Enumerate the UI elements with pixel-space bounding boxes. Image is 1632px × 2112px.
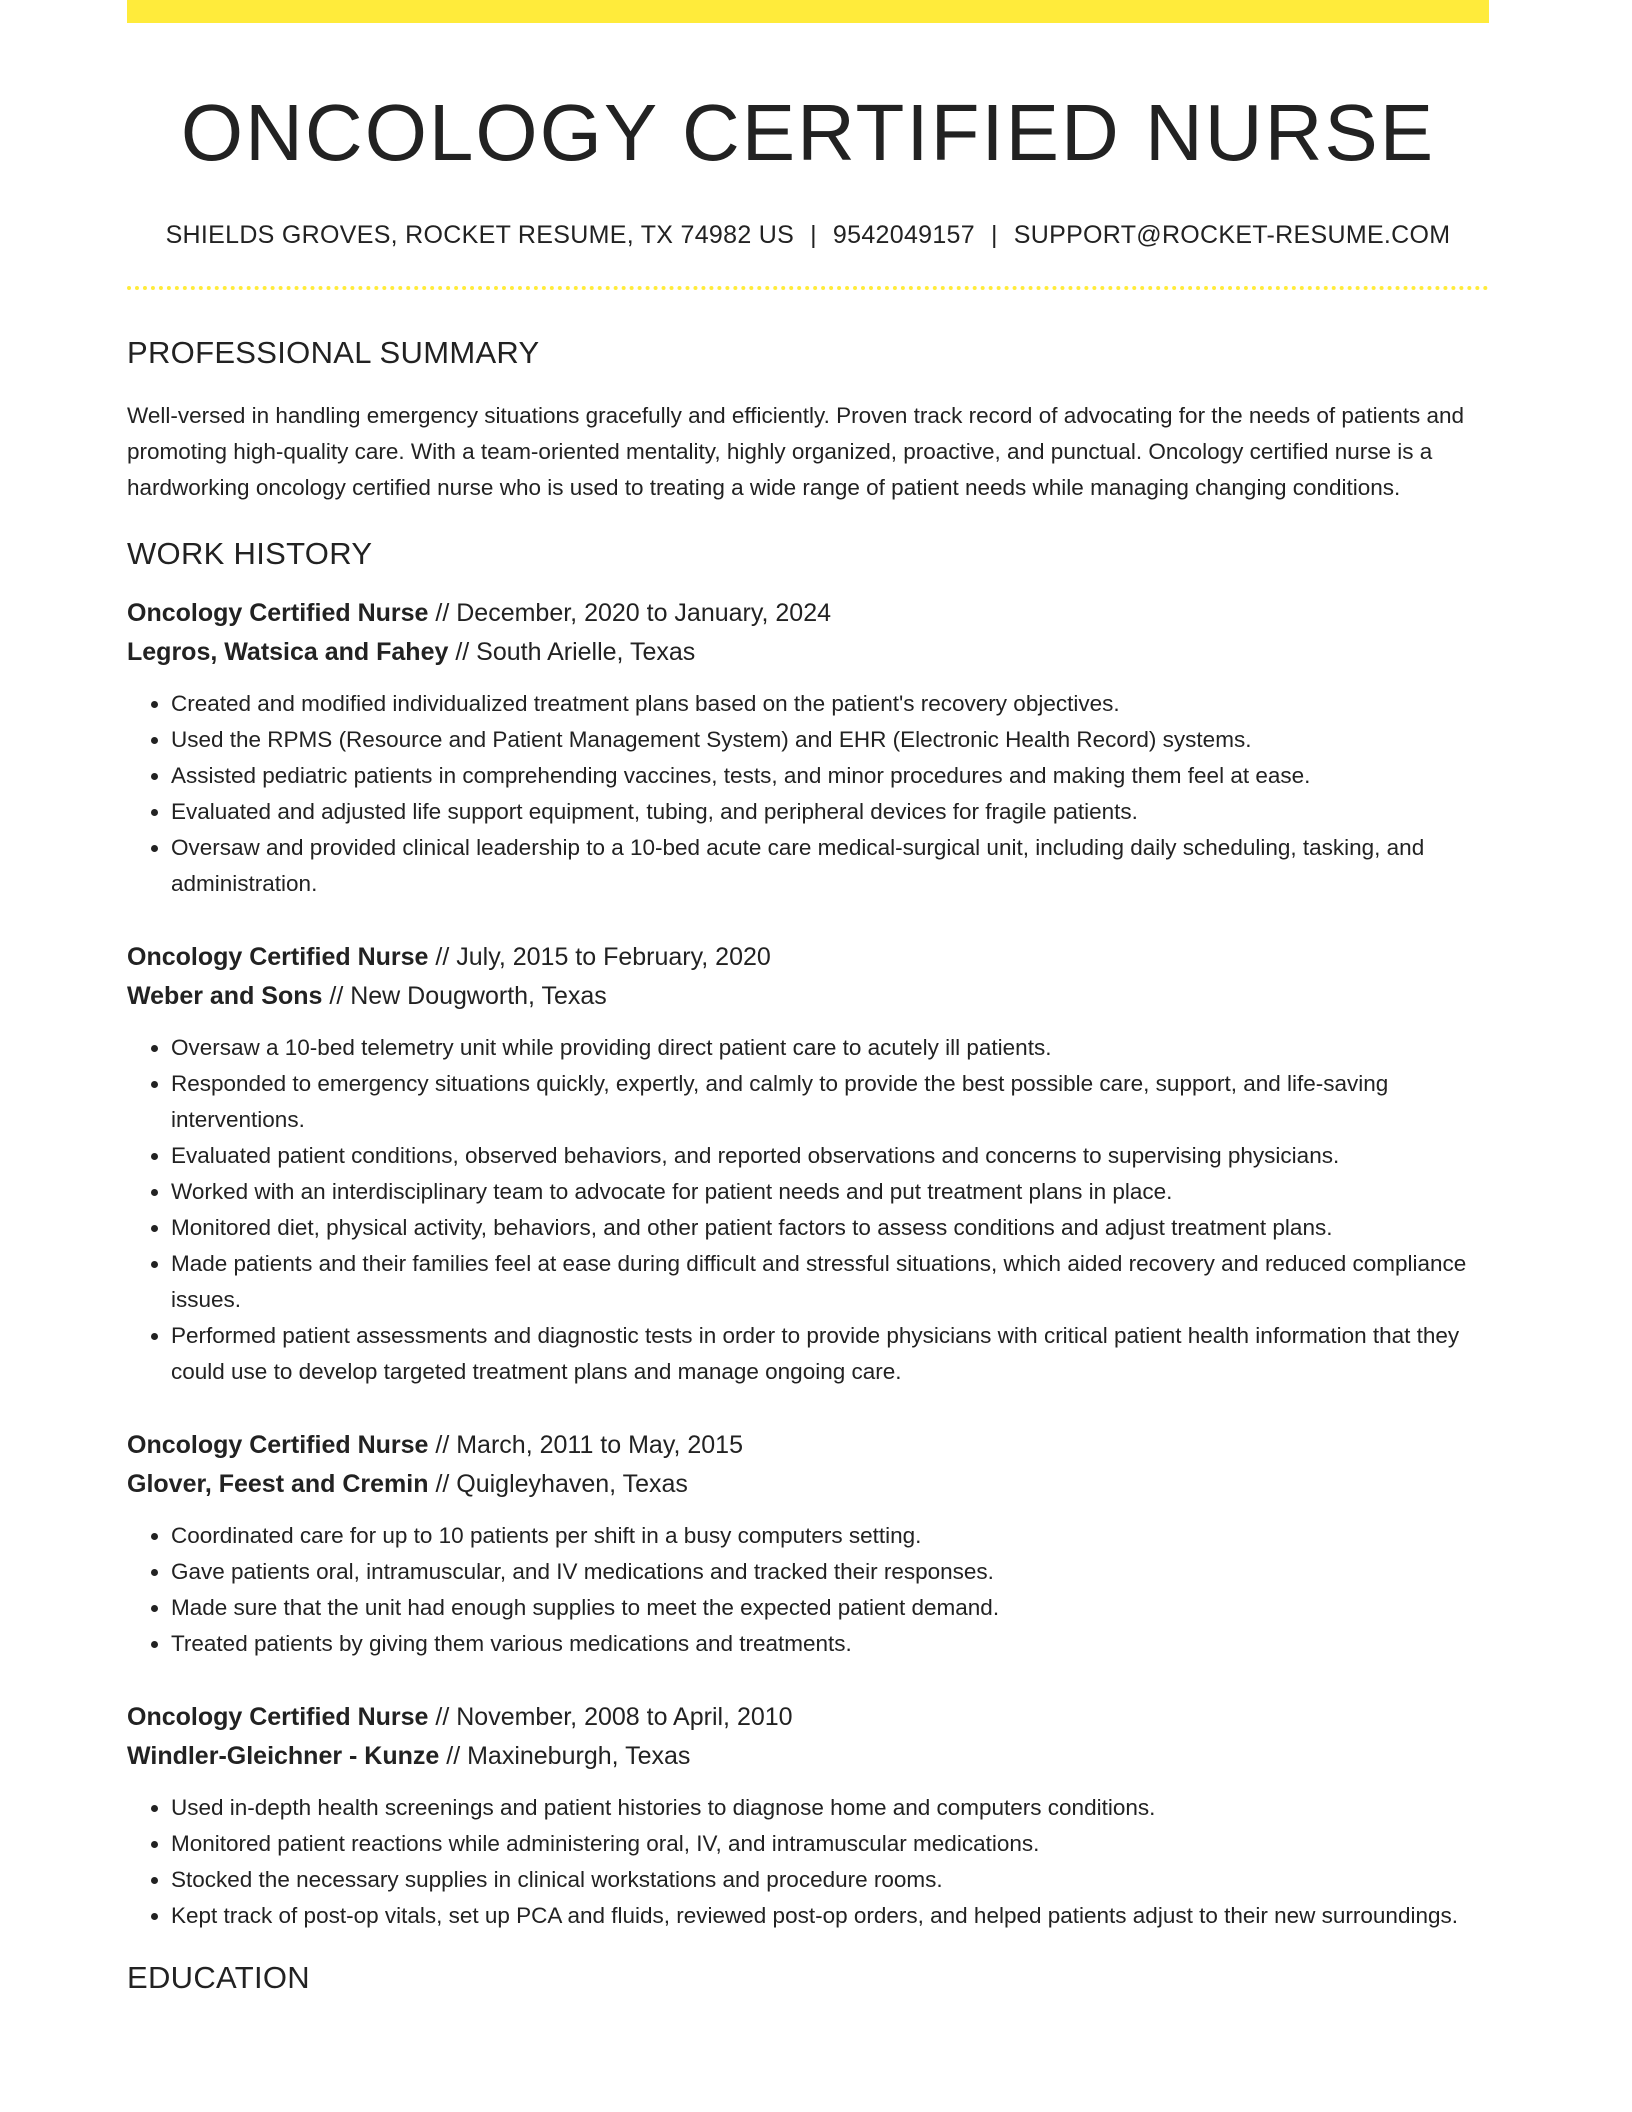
job-bullet: • Stocked the necessary supplies in clinical workstations and procedure rooms. bbox=[171, 1862, 1489, 1898]
job-role-line bbox=[127, 594, 1489, 633]
resume-title: ONCOLOGY CERTIFIED NURSE bbox=[180, 88, 1436, 177]
job-bullets bbox=[127, 686, 1489, 902]
job-bullet: • Gave patients oral, intramuscular, and IV medications and tracked their responses. bbox=[171, 1554, 1489, 1590]
contact-email: SUPPORT@ROCKET-RESUME.COM bbox=[1013, 221, 1451, 249]
job-employer-line bbox=[127, 977, 1489, 1016]
job-dates: // November, 2008 to April, 2010 bbox=[428, 1703, 793, 1731]
job-bullet: • Treated patients by giving them various medications and treatments. bbox=[171, 1626, 1489, 1662]
job-bullet: • Kept track of post-op vitals, set up PCA and fluids, reviewed post-op orders, and helped patients adjust to their new surroundings. bbox=[171, 1898, 1489, 1934]
contact-phone: 9542049157 bbox=[832, 221, 975, 249]
job-location: // New Dougworth, Texas bbox=[322, 982, 607, 1010]
job-employer: Weber and Sons bbox=[127, 982, 323, 1010]
job-bullet: • Created and modified individualized treatment plans based on the patient's recovery objectives. bbox=[171, 686, 1489, 722]
job-employer: Windler-Gleichner - Kunze bbox=[127, 1742, 440, 1770]
job-bullet: • Coordinated care for up to 10 patients per shift in a busy computers setting. bbox=[171, 1518, 1489, 1554]
job-employer-line bbox=[127, 1465, 1489, 1504]
contact-line bbox=[127, 221, 1489, 250]
job-employer: Legros, Watsica and Fahey bbox=[127, 638, 449, 666]
work-history-list bbox=[127, 594, 1489, 1934]
contact-separator: | bbox=[990, 221, 998, 249]
job-bullet: • Monitored patient reactions while administering oral, IV, and intramuscular medications. bbox=[171, 1826, 1489, 1862]
job-bullet: • Oversaw a 10-bed telemetry unit while providing direct patient care to acutely ill patients. bbox=[171, 1030, 1489, 1066]
job-bullet: • Performed patient assessments and diagnostic tests in order to provide physicians with critical patient health information that they could use to develop targeted treatment plans and manage ongoing care. bbox=[171, 1318, 1489, 1390]
work-history-heading: WORK HISTORY bbox=[127, 536, 373, 571]
job-dates: // March, 2011 to May, 2015 bbox=[428, 1431, 743, 1459]
job-bullet: • Worked with an interdisciplinary team to advocate for patient needs and put treatment plans in place. bbox=[171, 1174, 1489, 1210]
job-employer-line bbox=[127, 633, 1489, 672]
job-bullet: • Oversaw and provided clinical leadership to a 10-bed acute care medical-surgical unit, including daily scheduling, tasking, and administration. bbox=[171, 830, 1489, 902]
job-entry bbox=[127, 594, 1489, 902]
job-employer-line bbox=[127, 1737, 1489, 1776]
job-bullet: • Assisted pediatric patients in comprehending vaccines, tests, and minor procedures and making them feel at ease. bbox=[171, 758, 1489, 794]
summary-text: Well-versed in handling emergency situations gracefully and efficiently. Proven track record of advocating for the needs of patients and promoting high-quality care. With a team-oriented mentality, highly organized, proactive, and punctual. Oncology certified nurse is a hardworking oncology certified nurse who is used to treating a wide range of patient needs while managing changing conditions. bbox=[127, 403, 1465, 500]
job-role: Oncology Certified Nurse bbox=[127, 1703, 429, 1731]
job-entry bbox=[127, 938, 1489, 1390]
contact-separator: | bbox=[810, 221, 817, 249]
job-role: Oncology Certified Nurse bbox=[127, 1431, 429, 1459]
job-bullet: • Used in-depth health screenings and patient histories to diagnose home and computers conditions. bbox=[171, 1790, 1489, 1826]
job-entry bbox=[127, 1426, 1489, 1662]
job-bullet: • Made sure that the unit had enough supplies to meet the expected patient demand. bbox=[171, 1590, 1489, 1626]
job-entry bbox=[127, 1698, 1489, 1934]
job-employer: Glover, Feest and Cremin bbox=[127, 1470, 429, 1498]
contact-address: SHIELDS GROVES, ROCKET RESUME, TX 74982 US bbox=[165, 221, 795, 249]
job-bullet: • Used the RPMS (Resource and Patient Management System) and EHR (Electronic Health Record) systems. bbox=[171, 722, 1489, 758]
job-bullet: • Responded to emergency situations quickly, expertly, and calmly to provide the best possible care, support, and life-saving interventions. bbox=[171, 1066, 1489, 1138]
job-location: // Quigleyhaven, Texas bbox=[428, 1470, 688, 1498]
job-bullets bbox=[127, 1518, 1489, 1662]
job-location: // Maxineburgh, Texas bbox=[439, 1742, 691, 1770]
job-bullet: • Monitored diet, physical activity, behaviors, and other patient factors to assess conditions and adjust treatment plans. bbox=[171, 1210, 1489, 1246]
education-heading: EDUCATION bbox=[127, 1960, 310, 1995]
job-bullets bbox=[127, 1030, 1489, 1390]
summary-heading: PROFESSIONAL SUMMARY bbox=[127, 335, 540, 370]
job-bullet: • Made patients and their families feel at ease during difficult and stressful situations, which aided recovery and reduced compliance issues. bbox=[171, 1246, 1489, 1318]
job-bullet: • Evaluated patient conditions, observed behaviors, and reported observations and concerns to supervising physicians. bbox=[171, 1138, 1489, 1174]
job-role: Oncology Certified Nurse bbox=[127, 599, 429, 627]
job-bullets bbox=[127, 1790, 1489, 1934]
job-dates: // July, 2015 to February, 2020 bbox=[428, 943, 771, 971]
job-role-line bbox=[127, 938, 1489, 977]
accent-bar bbox=[127, 0, 1489, 23]
job-role-line bbox=[127, 1698, 1489, 1737]
header-divider bbox=[127, 286, 1489, 290]
job-bullet: • Evaluated and adjusted life support equipment, tubing, and peripheral devices for fragile patients. bbox=[171, 794, 1489, 830]
job-location: // South Arielle, Texas bbox=[448, 638, 696, 666]
job-role: Oncology Certified Nurse bbox=[127, 943, 429, 971]
job-dates: // December, 2020 to January, 2024 bbox=[428, 599, 832, 627]
resume-page bbox=[127, 0, 1489, 1996]
job-role-line bbox=[127, 1426, 1489, 1465]
